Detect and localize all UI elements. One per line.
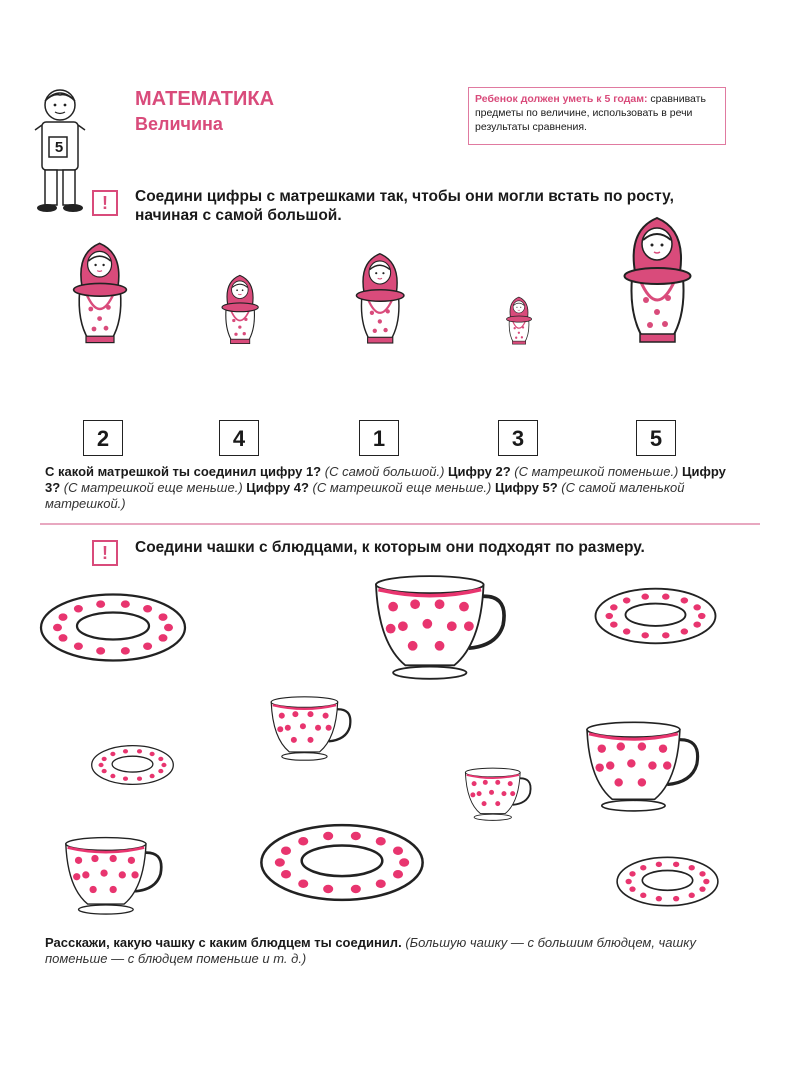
teacup[interactable]	[262, 693, 362, 761]
page-subtitle: Величина	[135, 114, 223, 134]
teacup[interactable]	[55, 833, 175, 915]
task1-questions	[45, 464, 735, 512]
age-badge: 5	[54, 139, 64, 156]
number-box[interactable]: 3	[498, 420, 538, 456]
matryoshka-doll	[501, 294, 537, 345]
answer-text: (С матрешкой поменьше.)	[514, 464, 683, 479]
teacup[interactable]	[458, 765, 540, 821]
answer-text: (С самой маленькой матрешкой.)	[45, 480, 685, 511]
answer-text: (С матрешкой еще меньше.)	[63, 480, 247, 495]
saucer[interactable]	[258, 820, 426, 905]
task2-footer-italic: (Большую чашку — с большим блюдцем, чашку поменьше — с блюдцем поменьше и т. д.)	[45, 935, 696, 966]
teacup[interactable]	[362, 570, 522, 680]
answer-text: (С самой большой.)	[324, 464, 449, 479]
matryoshka-doll	[62, 237, 138, 345]
number-box[interactable]: 5	[636, 420, 676, 456]
saucer[interactable]	[615, 854, 720, 909]
task2-instruction: Соедини чашки с блюдцами, к которым они подходят по размеру.	[135, 539, 645, 556]
page-title: МАТЕМАТИКА	[135, 88, 275, 110]
teacup[interactable]	[574, 717, 714, 812]
question-text: Цифру 4?	[246, 480, 313, 495]
matryoshka-doll	[610, 210, 705, 345]
task1-instruction: Соедини цифры с матрешками так, чтобы они могли встать по росту, начиная с самой большой.	[135, 188, 674, 224]
skill-note	[468, 87, 726, 145]
question-text: С какой матрешкой ты соединил цифру 1?	[45, 464, 325, 479]
question-text: Цифру 5?	[495, 480, 562, 495]
exclamation-icon: !	[92, 190, 118, 216]
number-box[interactable]: 2	[83, 420, 123, 456]
question-text: Цифру 3?	[45, 464, 726, 495]
task2-footer-bold: Расскажи, какую чашку с каким блюдцем ты соединил.	[45, 935, 402, 950]
saucer[interactable]	[593, 585, 718, 647]
task2-footer	[45, 935, 735, 967]
number-box[interactable]: 1	[359, 420, 399, 456]
number-box[interactable]: 4	[219, 420, 259, 456]
saucer[interactable]	[90, 743, 175, 787]
matryoshka-doll	[214, 271, 266, 345]
answer-text: (С матрешкой еще меньше.)	[312, 480, 495, 495]
section-divider	[40, 523, 760, 525]
question-text: Цифру 2?	[448, 464, 515, 479]
matryoshka-doll	[346, 248, 414, 345]
skill-note-text: сравнивать предметы по величине, использовать в речи результаты сравнения.	[475, 93, 706, 133]
saucer[interactable]	[38, 590, 188, 665]
skill-note-bold: Ребенок должен уметь к 5 годам:	[475, 93, 648, 105]
exclamation-icon: !	[92, 540, 118, 566]
